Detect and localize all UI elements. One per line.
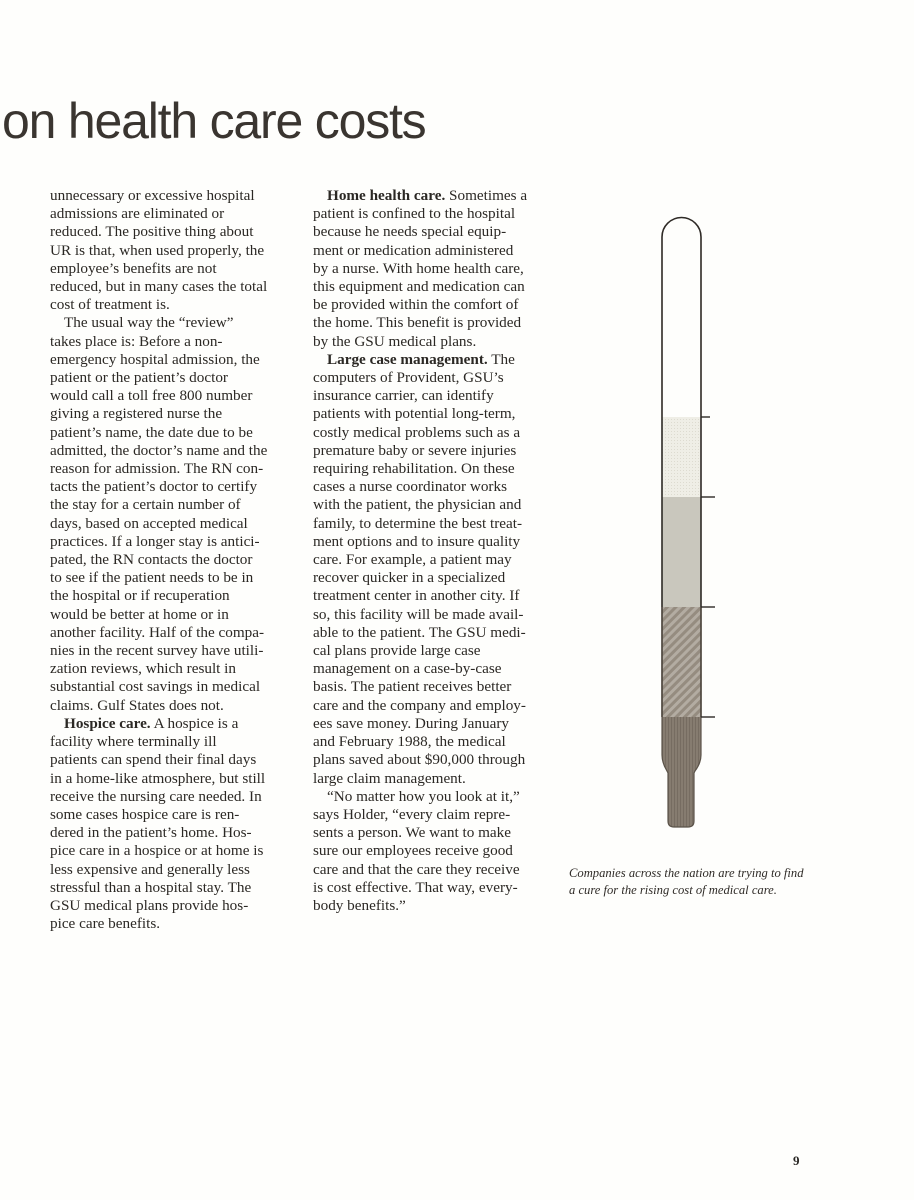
text-line: receive the nursing care needed. In bbox=[50, 787, 262, 805]
text-line: substantial cost savings in medical bbox=[50, 678, 261, 696]
text-line: costly medical problems such as a bbox=[313, 423, 521, 441]
paragraph-holder-quote bbox=[313, 788, 551, 915]
text-line: less expensive and generally less bbox=[50, 860, 250, 878]
text-line: takes place is: Before a non- bbox=[50, 332, 223, 350]
text-line: basis. The patient receives better bbox=[313, 678, 512, 696]
text-line: practices. If a longer stay is antici- bbox=[50, 532, 260, 550]
text-line: UR is that, when used properly, the bbox=[50, 241, 265, 259]
caption-line: Companies across the nation are trying to find bbox=[569, 866, 804, 880]
text-line: would call a toll free 800 number bbox=[50, 387, 253, 405]
paragraph-review-process bbox=[50, 314, 288, 714]
text-line: admitted, the doctor’s name and the bbox=[50, 441, 268, 459]
text-line: family, to determine the best treat- bbox=[313, 514, 523, 532]
text-line: cal plans provide large case bbox=[313, 642, 481, 660]
text-line: to see if the patient needs to be in bbox=[50, 569, 254, 587]
paragraph-home-health-care bbox=[313, 187, 551, 351]
text-line: reason for admission. The RN con- bbox=[50, 460, 264, 478]
text-line: because he needs special equip- bbox=[313, 223, 507, 241]
text-line: patients can spend their final days bbox=[50, 751, 257, 769]
text-line: cost of treatment is. bbox=[50, 296, 170, 314]
section-lead-large-case-management: Large case management. bbox=[327, 350, 488, 368]
text-line: able to the patient. The GSU medi- bbox=[313, 623, 526, 641]
section-lead-hospice-care: Hospice care. bbox=[64, 714, 151, 732]
text-line: ees save money. During January bbox=[313, 714, 509, 732]
text-line: facility where terminally ill bbox=[50, 733, 217, 751]
text-line: pice care benefits. bbox=[50, 915, 161, 933]
text-line: body benefits.” bbox=[313, 896, 406, 914]
text-line: sents a person. We want to make bbox=[313, 824, 511, 842]
text-line: some cases hospice care is ren- bbox=[50, 805, 240, 823]
text-line: treatment center in another city. If bbox=[313, 587, 520, 605]
text-line: tacts the patient’s doctor to certify bbox=[50, 478, 258, 496]
text-line: sure our employees receive good bbox=[313, 842, 513, 860]
text-line: large claim management. bbox=[313, 769, 466, 787]
text-line: recover quicker in a specialized bbox=[313, 569, 506, 587]
article-column-2 bbox=[313, 187, 551, 915]
page-headline: on health care costs bbox=[2, 93, 426, 149]
text-line: plans saved about $90,000 through bbox=[313, 751, 526, 769]
text-line: pated, the RN contacts the doctor bbox=[50, 551, 253, 569]
text-line: premature baby or severe injuries bbox=[313, 441, 517, 459]
text-line: unnecessary or excessive hospital bbox=[50, 187, 255, 204]
text-line: claims. Gulf States does not. bbox=[50, 696, 224, 714]
text-line bbox=[313, 187, 551, 205]
text-line: is cost effective. That way, every- bbox=[313, 878, 518, 896]
text-line: says Holder, “every claim repre- bbox=[313, 805, 511, 823]
text-line: patients with potential long-term, bbox=[313, 405, 516, 423]
text-fragment: A hospice is a bbox=[150, 714, 239, 732]
text-line: so, this facility will be made avail- bbox=[313, 605, 524, 623]
text-line: GSU medical plans provide hos- bbox=[50, 896, 249, 914]
text-line: requiring rehabilitation. On these bbox=[313, 460, 515, 478]
text-line: by the GSU medical plans. bbox=[313, 332, 477, 350]
text-line: The usual way the “review” bbox=[64, 314, 234, 332]
text-line: patient or the patient’s doctor bbox=[50, 369, 228, 387]
text-line: care and that the care they receive bbox=[313, 860, 520, 878]
text-line: in a home-like atmosphere, but still bbox=[50, 769, 266, 787]
text-line: patient’s name, the date due to be bbox=[50, 423, 253, 441]
text-line: “No matter how you look at it,” bbox=[327, 787, 520, 805]
text-line: computers of Provident, GSU’s bbox=[313, 369, 504, 387]
text-line: dered in the patient’s home. Hos- bbox=[50, 824, 252, 842]
paragraph-hospice-care bbox=[50, 715, 288, 933]
text-line: the stay for a certain number of bbox=[50, 496, 241, 514]
text-line: reduced. The positive thing about bbox=[50, 223, 254, 241]
text-line: insurance carrier, can identify bbox=[313, 387, 494, 405]
text-line: with the patient, the physician and bbox=[313, 496, 522, 514]
text-line: this equipment and medication can bbox=[313, 278, 525, 296]
text-fragment: Sometimes a bbox=[445, 187, 528, 204]
text-line: patient is confined to the hospital bbox=[313, 205, 516, 223]
text-line: emergency hospital admission, the bbox=[50, 350, 260, 368]
text-line: days, based on accepted medical bbox=[50, 514, 248, 532]
text-line: and February 1988, the medical bbox=[313, 733, 506, 751]
text-line: the hospital or if recuperation bbox=[50, 587, 230, 605]
text-line: care and the company and employ- bbox=[313, 696, 526, 714]
paragraph-ur-benefits bbox=[50, 187, 288, 314]
text-line: be provided within the comfort of bbox=[313, 296, 519, 314]
text-line bbox=[313, 351, 551, 369]
text-line: the home. This benefit is provided bbox=[313, 314, 522, 332]
text-line: would be better at home or in bbox=[50, 605, 229, 623]
text-line: by a nurse. With home health care, bbox=[313, 259, 524, 277]
text-line: pice care in a hospice or at home is bbox=[50, 842, 264, 860]
text-line: reduced, but in many cases the total bbox=[50, 278, 268, 296]
text-line: nies in the recent survey have utili- bbox=[50, 642, 264, 660]
text-line: ment options and to insure quality bbox=[313, 532, 521, 550]
page-number: 9 bbox=[793, 1153, 800, 1168]
text-line: admissions are eliminated or bbox=[50, 205, 225, 223]
thermometer-illustration bbox=[650, 215, 730, 835]
text-line bbox=[50, 715, 288, 733]
caption-line: a cure for the rising cost of medical care. bbox=[569, 882, 777, 897]
section-lead-home-health-care: Home health care. bbox=[327, 187, 446, 204]
text-line: management on a case-by-case bbox=[313, 660, 502, 678]
illustration-caption bbox=[569, 865, 839, 898]
text-fragment: The bbox=[487, 350, 515, 368]
text-line: another facility. Half of the compa- bbox=[50, 623, 265, 641]
text-line: cases a nurse coordinator works bbox=[313, 478, 507, 496]
text-line: zation reviews, which result in bbox=[50, 660, 236, 678]
paragraph-large-case-management bbox=[313, 351, 551, 788]
text-line: ment or medication administered bbox=[313, 241, 514, 259]
text-line: giving a registered nurse the bbox=[50, 405, 223, 423]
thermometer-icon bbox=[650, 215, 730, 835]
article-column-1 bbox=[50, 187, 288, 933]
text-line: care. For example, a patient may bbox=[313, 551, 512, 569]
text-line: employee’s benefits are not bbox=[50, 259, 217, 277]
text-line: stressful than a hospital stay. The bbox=[50, 878, 252, 896]
